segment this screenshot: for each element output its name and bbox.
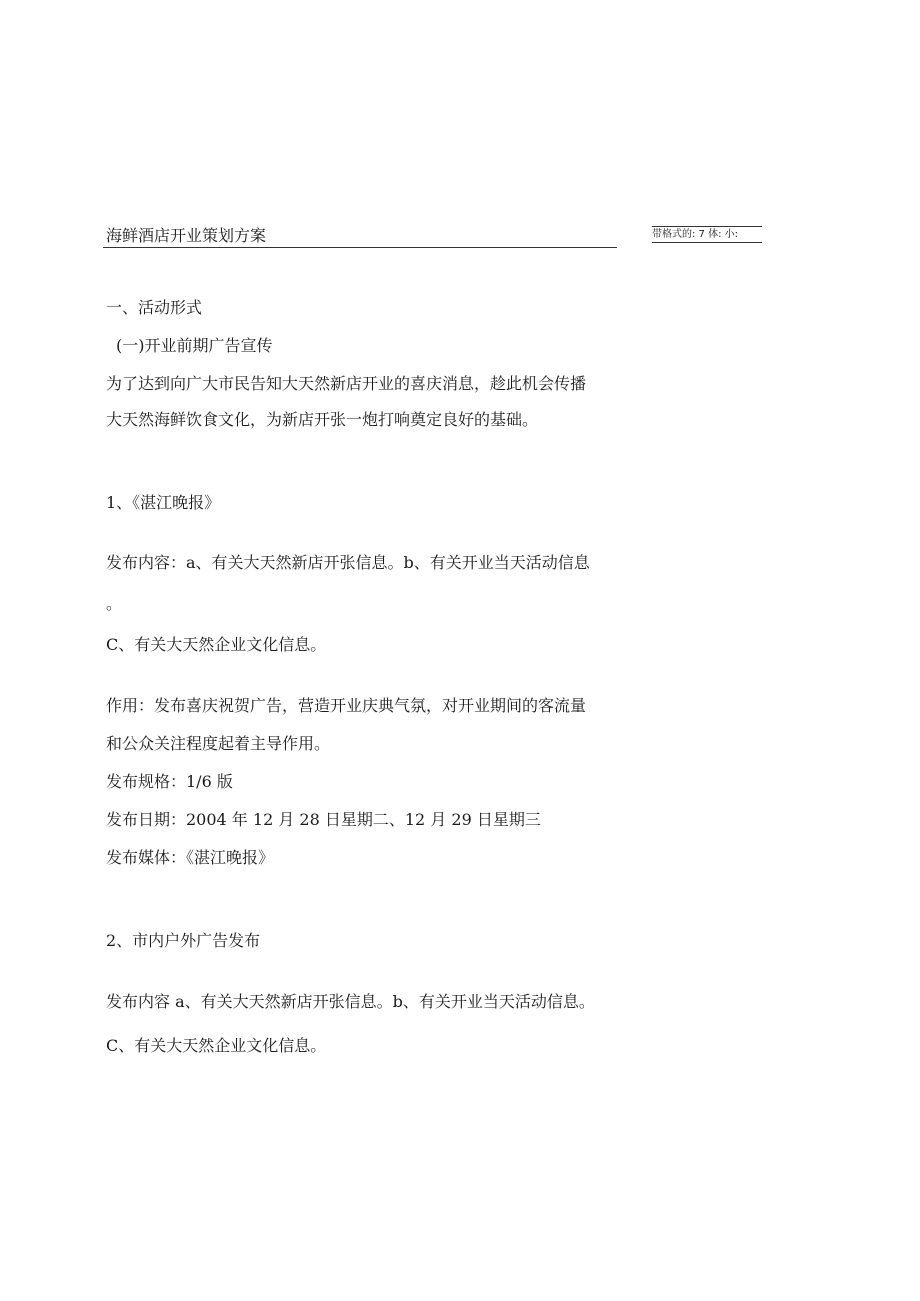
section-heading: 一、活动形式 xyxy=(106,298,203,317)
item2-heading: 2、市内户外广告发布 xyxy=(106,931,261,950)
item1-date: 发布日期：2004 年 12 月 28 日星期二、12 月 29 日星期三 xyxy=(106,810,541,829)
item1-effect-line-2: 和公众关注程度起着主导作用。 xyxy=(106,734,331,753)
format-comment: 带格式的: 7 体: 小: xyxy=(652,226,762,243)
subsection-heading: (一)开业前期广告宣传 xyxy=(116,336,273,355)
intro-line-1: 为了达到向广大市民告知大天然新店开业的喜庆消息，趁此机会传播 xyxy=(106,374,587,393)
item2-content-line-1: 发布内容 a、有关大天然新店开张信息。b、有关开业当天活动信息。 xyxy=(106,992,595,1011)
item1-heading: 1、《湛江晚报》 xyxy=(106,493,221,512)
item1-media: 发布媒体：《湛江晚报》 xyxy=(106,848,275,867)
item1-content-line-2: 。 xyxy=(106,594,123,613)
page-title: 海鲜酒店开业策划方案 xyxy=(106,226,267,245)
item1-content-line-3: C、有关大天然企业文化信息。 xyxy=(106,635,327,654)
item1-spec: 发布规格：1/6 版 xyxy=(106,772,233,791)
intro-line-2: 大天然海鲜饮食文化，为新店开张一炮打响奠定良好的基础。 xyxy=(106,410,539,429)
item1-content-line-1: 发布内容：a、有关大天然新店开张信息。b、有关开业当天活动信息 xyxy=(106,553,590,572)
title-underline xyxy=(103,247,617,248)
item1-effect-line-1: 作用：发布喜庆祝贺广告，营造开业庆典气氛，对开业期间的客流量 xyxy=(106,696,587,715)
item2-content-line-2: C、有关大天然企业文化信息。 xyxy=(106,1036,327,1055)
